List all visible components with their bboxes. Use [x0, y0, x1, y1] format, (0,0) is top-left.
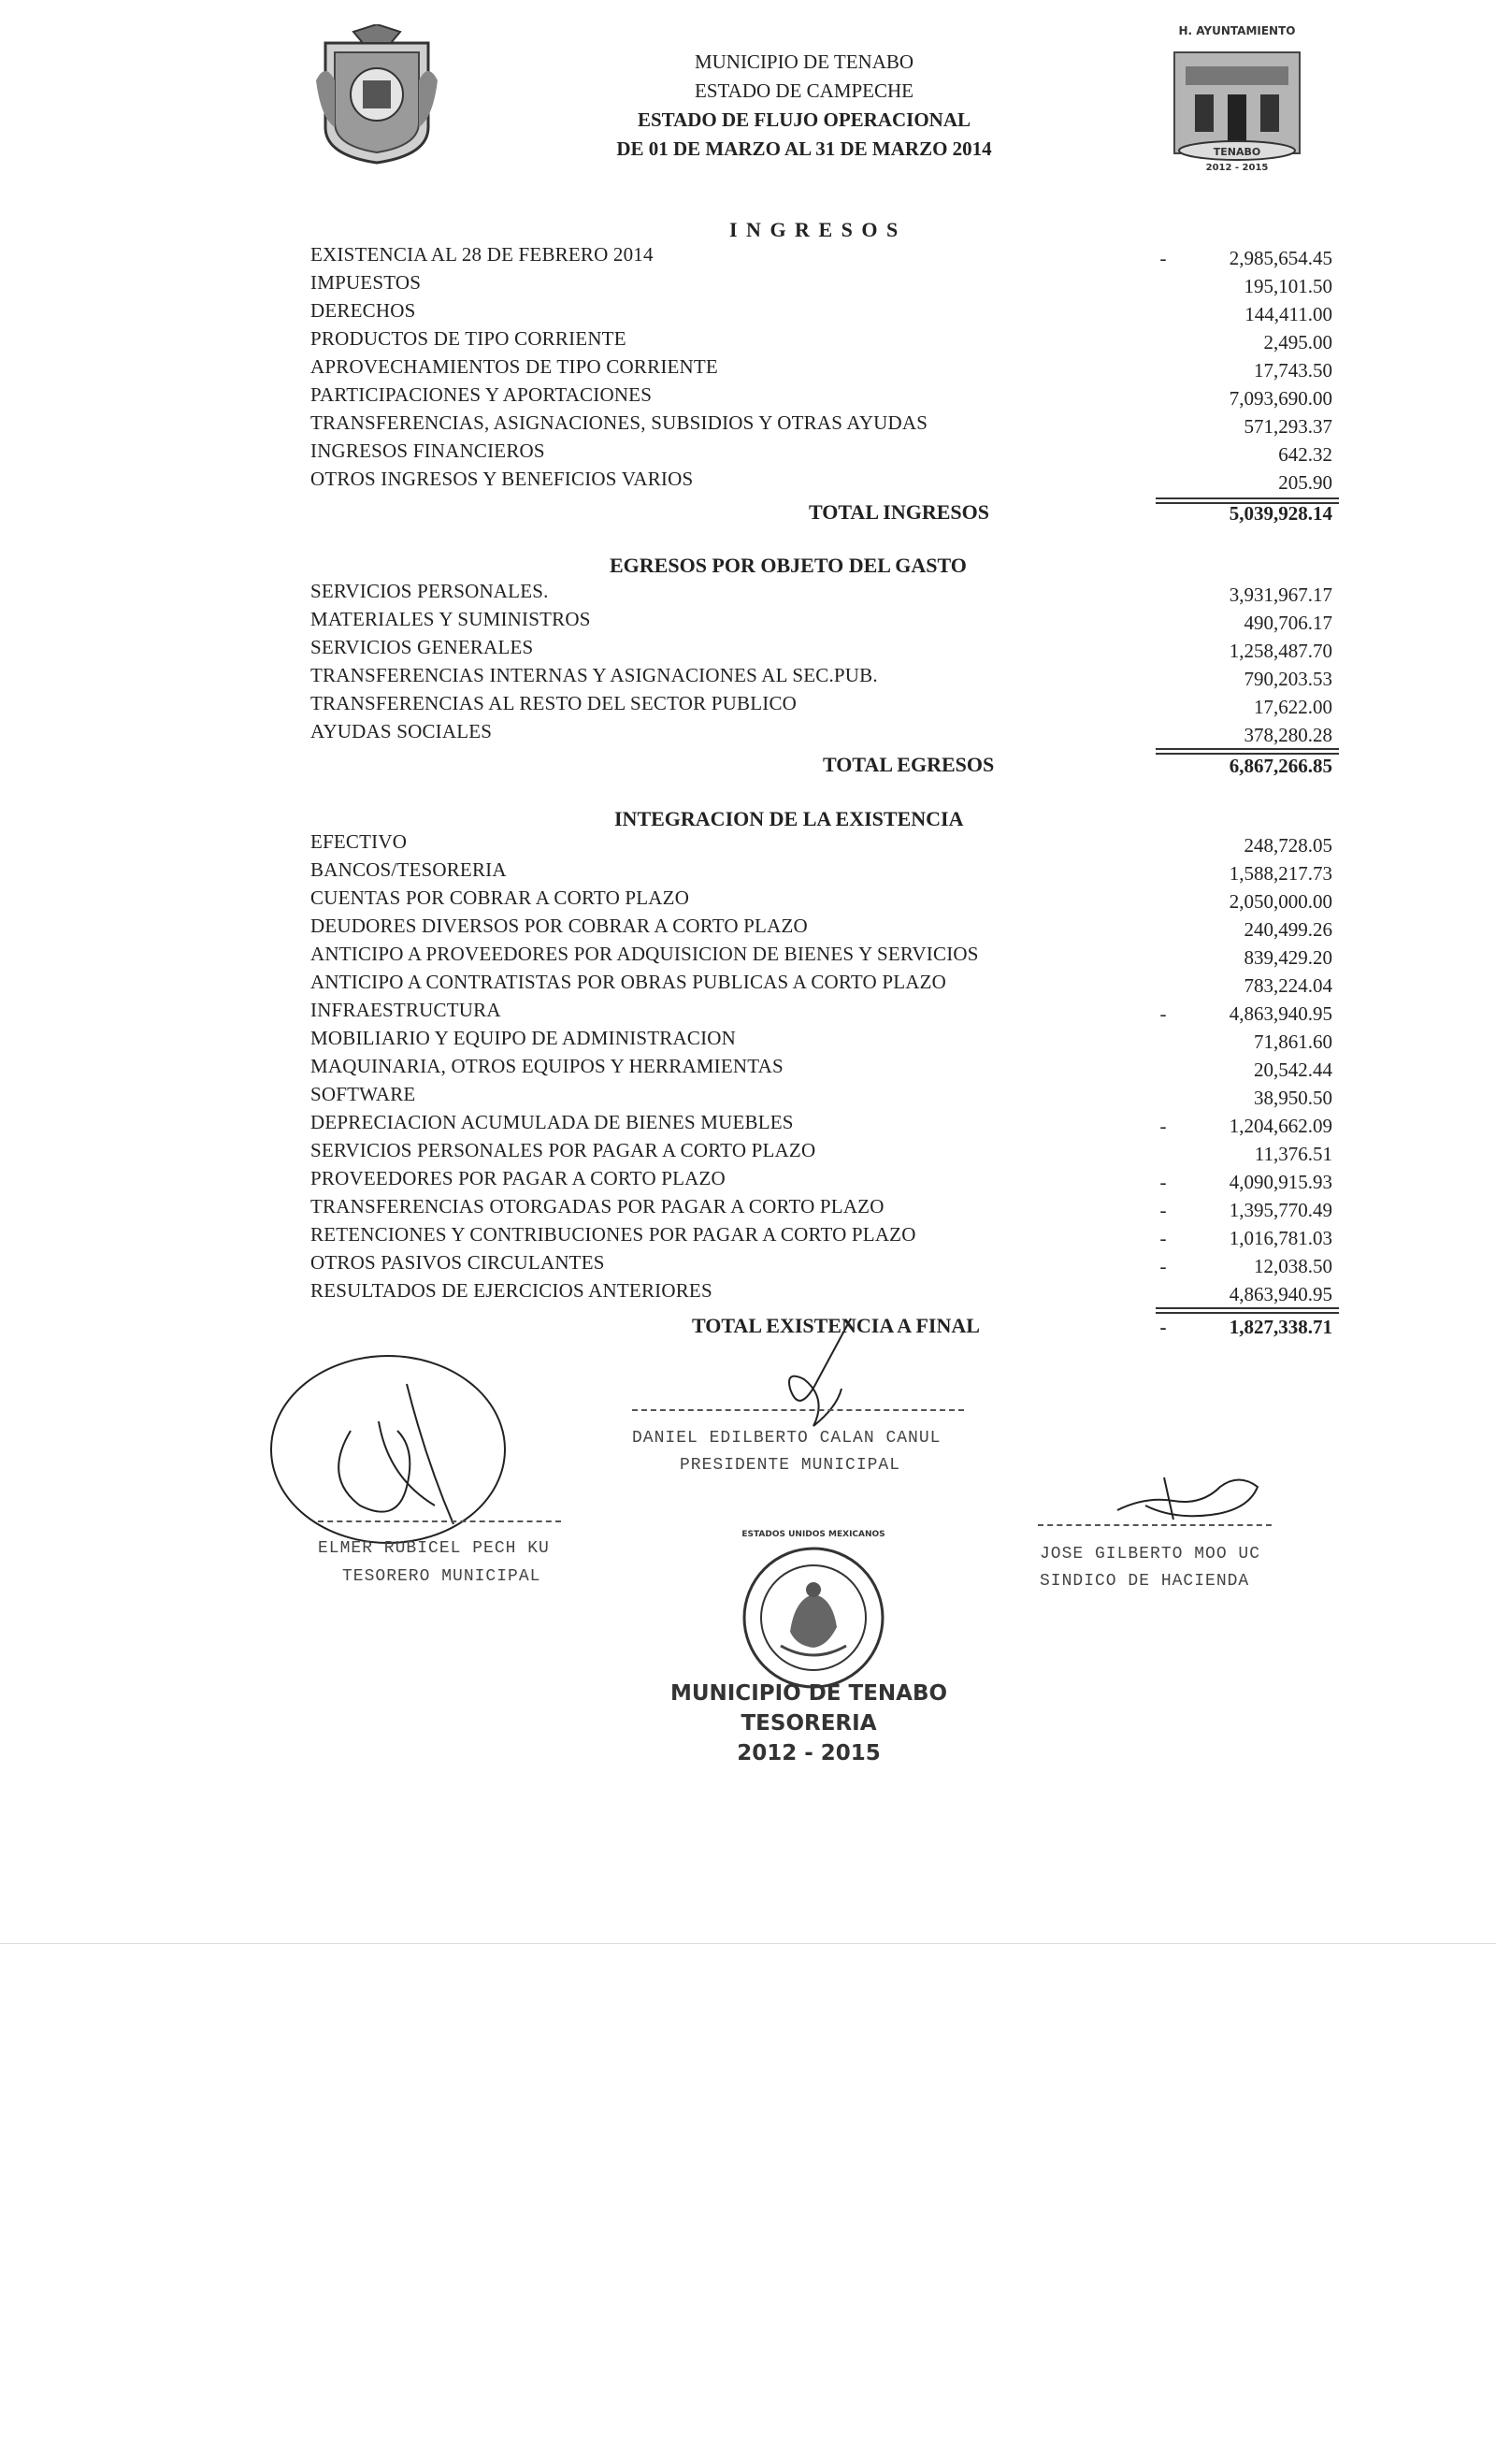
header-estado: ESTADO DE CAMPECHE	[695, 79, 913, 102]
existencia-row-label: SOFTWARE	[310, 1083, 416, 1105]
ingresos-row-sign: -	[1159, 247, 1167, 269]
existencia-row-sign: -	[1159, 1227, 1167, 1249]
existencia-row-label: EFECTIVO	[310, 830, 408, 853]
egresos-title: EGRESOS POR OBJETO DEL GASTO	[610, 554, 967, 577]
tesorero-name: ELMER RUBICEL PECH KU	[318, 1539, 550, 1558]
ingresos-row-value: 2,985,654.45	[1229, 247, 1332, 269]
existencia-row-value: 20,542.44	[1254, 1059, 1332, 1081]
ingresos-row-label: EXISTENCIA AL 28 DE FEBRERO 2014	[310, 243, 654, 266]
ingresos-title: I N G R E S O S	[729, 218, 900, 241]
existencia-total-label: TOTAL EXISTENCIA A FINAL	[692, 1314, 980, 1337]
presidente-title: PRESIDENTE MUNICIPAL	[680, 1456, 901, 1475]
existencia-row-value: 839,429.20	[1244, 946, 1332, 969]
sindico-name: JOSE GILBERTO MOO UC	[1040, 1545, 1261, 1563]
egresos-total-value: 6,867,266.85	[1229, 755, 1332, 777]
egresos-row-value: 378,280.28	[1244, 724, 1332, 746]
egresos-row-value: 790,203.53	[1244, 668, 1332, 690]
sindico-signature	[1108, 1459, 1276, 1534]
existencia-row-sign: -	[1159, 1002, 1167, 1025]
ingresos-row-value: 144,411.00	[1244, 303, 1332, 325]
existencia-row-label: INFRAESTRUCTURA	[310, 999, 501, 1021]
tesorero-title: TESORERO MUNICIPAL	[342, 1567, 541, 1586]
existencia-row-label: ANTICIPO A PROVEEDORES POR ADQUISICION DE BIENES Y SERVICIOS	[310, 943, 979, 965]
existencia-row-value: 248,728.05	[1244, 834, 1332, 857]
ingresos-row-value: 205.90	[1278, 471, 1332, 494]
scan-divider	[0, 1943, 1496, 1944]
ingresos-row-label: PRODUCTOS DE TIPO CORRIENTE	[310, 327, 626, 350]
existencia-row-value: 38,950.50	[1254, 1087, 1332, 1109]
existencia-row-label: BANCOS/TESORERIA	[310, 858, 507, 881]
stamp-line3: 2012 - 2015	[737, 1741, 881, 1765]
presidente-signature-line	[632, 1409, 964, 1411]
existencia-row-label: TRANSFERENCIAS OTORGADAS POR PAGAR A CORTO PLAZO	[310, 1195, 885, 1218]
existencia-row-label: ANTICIPO A CONTRATISTAS POR OBRAS PUBLICAS A CORTO PLAZO	[310, 971, 946, 993]
existencia-row-value: 71,861.60	[1254, 1030, 1332, 1053]
ingresos-total-label: TOTAL INGRESOS	[809, 500, 989, 524]
existencia-row-sign: -	[1159, 1255, 1167, 1277]
egresos-row-label: MATERIALES Y SUMINISTROS	[310, 608, 591, 630]
existencia-total-rule	[1156, 1307, 1339, 1309]
existencia-row-value: 1,395,770.49	[1229, 1199, 1332, 1221]
ingresos-row-label: OTROS INGRESOS Y BENEFICIOS VARIOS	[310, 468, 694, 490]
egresos-row-label: AYUDAS SOCIALES	[310, 720, 493, 742]
ingresos-row-value: 642.32	[1278, 443, 1332, 466]
presidente-name: DANIEL EDILBERTO CALAN CANUL	[632, 1429, 942, 1448]
stamp-line1: MUNICIPIO DE TENABO	[669, 1681, 948, 1706]
coat-of-arms-logo	[316, 24, 438, 165]
ingresos-row-value: 2,495.00	[1263, 331, 1332, 353]
egresos-row-label: TRANSFERENCIAS INTERNAS Y ASIGNACIONES AL SEC.PUB.	[310, 664, 878, 686]
egresos-row-label: TRANSFERENCIAS AL RESTO DEL SECTOR PUBLICO	[310, 692, 798, 714]
existencia-total-sign: -	[1159, 1316, 1167, 1338]
existencia-row-value: 4,863,940.95	[1229, 1283, 1332, 1305]
ingresos-row-value: 571,293.37	[1244, 415, 1332, 438]
egresos-row-value: 3,931,967.17	[1229, 584, 1332, 606]
existencia-row-label: RESULTADOS DE EJERCICIOS ANTERIORES	[310, 1279, 712, 1302]
existencia-row-value: 2,050,000.00	[1229, 890, 1332, 913]
existencia-total-value: 1,827,338.71	[1229, 1316, 1332, 1338]
egresos-row-value: 1,258,487.70	[1229, 640, 1332, 662]
existencia-row-value: 4,090,915.93	[1229, 1171, 1332, 1193]
stamp-line2: TESORERIA	[741, 1711, 877, 1736]
existencia-row-value: 4,863,940.95	[1229, 1002, 1332, 1025]
sindico-title: SINDICO DE HACIENDA	[1040, 1572, 1250, 1591]
existencia-row-label: OTROS PASIVOS CIRCULANTES	[310, 1251, 605, 1274]
existencia-row-sign: -	[1159, 1171, 1167, 1193]
existencia-row-label: PROVEEDORES POR PAGAR A CORTO PLAZO	[310, 1167, 726, 1189]
seal-ring-text: ESTADOS UNIDOS MEXICANOS	[741, 1530, 885, 1539]
existencia-row-value: 1,016,781.03	[1229, 1227, 1332, 1249]
ingresos-row-value: 195,101.50	[1244, 275, 1332, 297]
existencia-row-label: SERVICIOS PERSONALES POR PAGAR A CORTO PLAZO	[310, 1139, 816, 1161]
existencia-row-label: MAQUINARIA, OTROS EQUIPOS Y HERRAMIENTAS	[310, 1055, 784, 1077]
existencia-total-rule-2	[1156, 1312, 1339, 1314]
existencia-row-label: DEPRECIACION ACUMULADA DE BIENES MUEBLES	[310, 1111, 794, 1133]
egresos-total-rule	[1156, 748, 1339, 750]
ingresos-total-rule	[1156, 497, 1339, 499]
existencia-row-value: 12,038.50	[1254, 1255, 1332, 1277]
existencia-row-value: 783,224.04	[1244, 974, 1332, 997]
header-report-title: ESTADO DE FLUJO OPERACIONAL	[637, 108, 971, 131]
ayuntamiento-logo-banner: TENABO	[1213, 146, 1261, 158]
existencia-row-value: 1,588,217.73	[1229, 862, 1332, 885]
egresos-row-value: 490,706.17	[1244, 612, 1332, 634]
sindico-signature-line	[1038, 1524, 1272, 1526]
ayuntamiento-logo	[1167, 24, 1307, 179]
egresos-total-label: TOTAL EGRESOS	[823, 753, 995, 776]
tesorero-signature-line	[318, 1520, 561, 1522]
tesoreria-seal	[739, 1530, 888, 1693]
ingresos-row-value: 17,743.50	[1254, 359, 1332, 382]
existencia-row-value: 1,204,662.09	[1229, 1115, 1332, 1137]
existencia-row-label: DEUDORES DIVERSOS POR COBRAR A CORTO PLAZO	[310, 915, 808, 937]
existencia-row-label: RETENCIONES Y CONTRIBUCIONES POR PAGAR A CORTO PLAZO	[310, 1223, 916, 1246]
egresos-row-label: SERVICIOS PERSONALES.	[310, 580, 549, 602]
existencia-row-label: MOBILIARIO Y EQUIPO DE ADMINISTRACION	[310, 1027, 736, 1049]
header-period: DE 01 DE MARZO AL 31 DE MARZO 2014	[616, 137, 992, 160]
existencia-title: INTEGRACION DE LA EXISTENCIA	[614, 807, 964, 830]
ingresos-row-label: TRANSFERENCIAS, ASIGNACIONES, SUBSIDIOS Y OTRAS AYUDAS	[310, 411, 928, 434]
egresos-row-value: 17,622.00	[1254, 696, 1332, 718]
ingresos-row-label: PARTICIPACIONES Y APORTACIONES	[310, 383, 653, 406]
existencia-row-label: CUENTAS POR COBRAR A CORTO PLAZO	[310, 886, 690, 909]
egresos-row-label: SERVICIOS GENERALES	[310, 636, 534, 658]
ingresos-row-value: 7,093,690.00	[1229, 387, 1332, 410]
existencia-row-value: 240,499.26	[1244, 918, 1332, 941]
presidente-signature	[762, 1314, 865, 1435]
header-municipio: MUNICIPIO DE TENABO	[694, 50, 914, 73]
existencia-row-sign: -	[1159, 1115, 1167, 1137]
ayuntamiento-logo-top-text: H. AYUNTAMIENTO	[1178, 24, 1296, 37]
existencia-row-value: 11,376.51	[1254, 1143, 1332, 1165]
ingresos-total-value: 5,039,928.14	[1229, 502, 1332, 525]
ingresos-row-label: INGRESOS FINANCIEROS	[310, 439, 545, 462]
ayuntamiento-logo-years: 2012 - 2015	[1205, 163, 1269, 173]
ingresos-row-label: APROVECHAMIENTOS DE TIPO CORRIENTE	[310, 355, 718, 378]
ingresos-row-label: IMPUESTOS	[310, 271, 422, 294]
existencia-row-sign: -	[1159, 1199, 1167, 1221]
ingresos-row-label: DERECHOS	[310, 299, 416, 322]
